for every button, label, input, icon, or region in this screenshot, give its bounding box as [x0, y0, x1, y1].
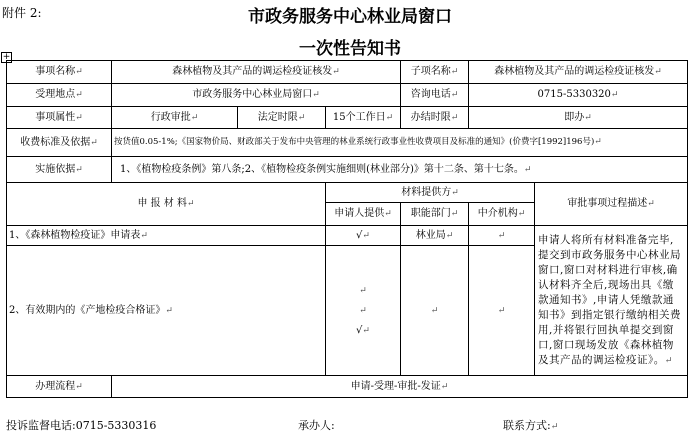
document-title: 市政务服务中心林业局窗口	[248, 7, 452, 27]
row-fee	[7, 129, 688, 157]
notice-table	[6, 60, 688, 398]
location-value: 市政务服务中心林业局窗口↵	[112, 84, 401, 107]
phone-label: 咨询电话↵	[401, 84, 469, 107]
material-applicant-check: √↵	[326, 226, 401, 246]
process-value: 申请-受理-审批-发证↵	[112, 376, 688, 398]
legal-limit-label: 法定时限↵	[238, 107, 326, 129]
row-item-name	[7, 61, 688, 84]
materials-header-label: 申 报 材 料↵	[7, 183, 326, 226]
row-process	[7, 376, 688, 398]
item-name-label: 事项名称↵	[7, 61, 112, 84]
review-label: 审批事项过程描述↵	[535, 183, 688, 226]
material-agency: ↵	[469, 226, 535, 246]
subitem-name-value: 森林植物及其产品的调运检疫证核发↵	[469, 61, 688, 84]
material-agency: ↵	[469, 246, 535, 376]
row-location	[7, 84, 688, 107]
process-label: 办理流程↵	[7, 376, 112, 398]
fee-value: 按货值0.05-1%;《国家物价局、财政部关于发布中央管理的林业系统行政事业性收费项目及标准的通知》(价费字[1992]196号)↵	[112, 129, 688, 157]
phone-value: 0715-5330320↵	[469, 84, 688, 107]
row-attribute	[7, 107, 688, 129]
dept-column-header: 职能部门↵	[401, 203, 469, 226]
agency-column-header: 中介机构↵	[469, 203, 535, 226]
contact-label: 联系方式:↵	[503, 419, 559, 432]
basis-label: 实施依据↵	[7, 157, 112, 183]
material-dept: ↵	[401, 246, 469, 376]
subitem-name-label: 子项名称↵	[401, 61, 469, 84]
legal-limit-value: 15个工作日↵	[326, 107, 401, 129]
attachment-label: 附件 2:	[2, 6, 42, 20]
material-name: 1、《森林植物检疫证》申请表↵	[7, 226, 326, 246]
completion-limit-value: 即办↵	[469, 107, 688, 129]
fee-label: 收费标准及依据↵	[7, 129, 112, 157]
material-row	[7, 226, 688, 246]
item-name-value: 森林植物及其产品的调运检疫证核发↵	[112, 61, 401, 84]
location-label: 受理地点↵	[7, 84, 112, 107]
review-description: 申请人将所有材料准备完毕,提交到市政务服务中心林业局窗口,窗口对材料进行审核,确认材料齐全后,现场出具《缴款通知书》,申请人凭缴款通知书》到指定银行缴纳相关费用,并将银行回执单提交到窗口,窗口现场发放《森林植物及其产品的调运检疫证》。↵	[535, 226, 688, 376]
table-move-handle-icon[interactable]: +	[2, 52, 11, 62]
provider-label: 材料提供方↵	[326, 183, 535, 203]
material-name: 2、有效期内的《产地检疫合格证》↵	[7, 246, 326, 376]
complaint-phone: 投诉监督电话:0715-5330316	[6, 419, 157, 432]
row-basis	[7, 157, 688, 183]
undertaker-label: 承办人:	[298, 419, 335, 432]
attribute-value: 行政审批↵	[112, 107, 238, 129]
document-subtitle: 一次性告知书	[299, 39, 401, 59]
basis-value: 1、《植物检疫条例》第八条;2、《植物检疫条例实施细则(林业部分)》第十二条、第十七条。↵	[112, 157, 688, 183]
material-dept: 林业局↵	[401, 226, 469, 246]
row-materials-header	[7, 183, 688, 203]
completion-limit-label: 办结时限↵	[401, 107, 469, 129]
material-applicant-check: ↵ ↵ √↵	[326, 246, 401, 376]
attribute-label: 事项属性↵	[7, 107, 112, 129]
applicant-column-header: 申请人提供↵	[326, 203, 401, 226]
